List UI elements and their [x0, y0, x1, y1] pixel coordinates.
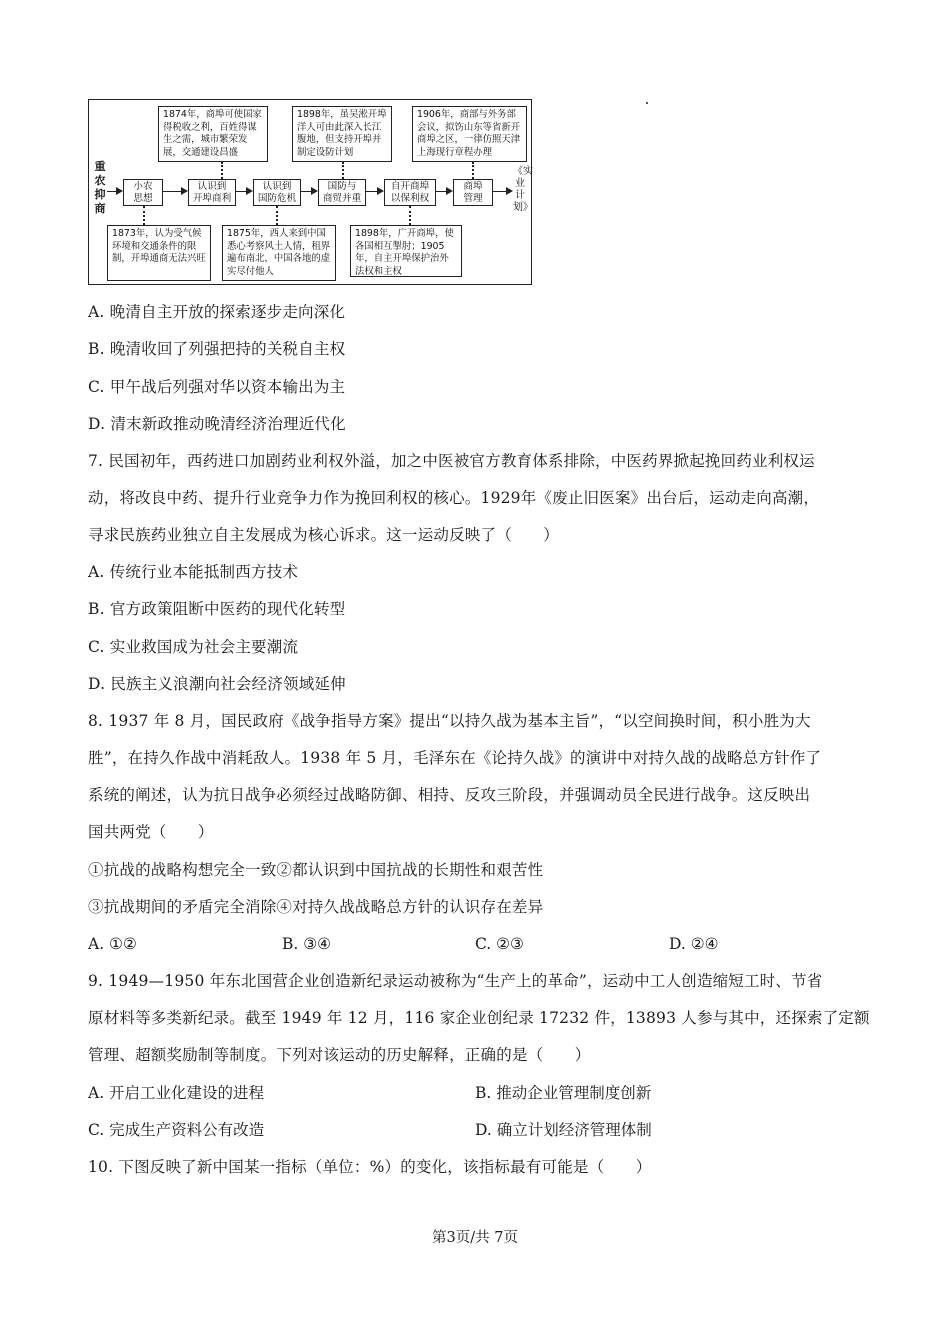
q6-option-b: B. 晚清收回了列强把持的关税自主权 — [88, 340, 346, 358]
connector-top-1 — [221, 162, 223, 179]
node-self-open: 自开商埠 以保利权 — [384, 179, 436, 206]
diagram-right-label: 《实业计划》 — [513, 166, 533, 213]
q6-option-d: D. 清末新政推动晚清经济治理近代化 — [88, 415, 346, 433]
q6-option-c: C. 甲午战后列强对华以资本输出为主 — [88, 378, 346, 396]
arrow-head-4 — [377, 187, 384, 195]
diagram-left-label: 重农抑商 — [94, 160, 106, 215]
arrow-line-6 — [493, 191, 506, 192]
top-note-1874: 1874年，商埠可使国家得税收之利，百姓得谋生之需，城市繁荣发展，交通建设昌盛 — [158, 106, 268, 162]
arrow-head-6 — [506, 187, 513, 195]
q7-option-c: C. 实业救国成为社会主要潮流 — [88, 638, 299, 656]
top-note-1898: 1898年，虽吴淞开埠洋人可由此深入长江腹地，但支持开埠并制定设防计划 — [292, 106, 392, 162]
q8-statements-2: ③抗战期间的矛盾完全消除④对持久战战略总方针的认识存在差异 — [88, 898, 544, 916]
q7-option-a: A. 传统行业本能抵制西方技术 — [88, 563, 299, 581]
bottom-note-1875: 1875年，西人来到中国悉心考察风土人情，租界遍布南北，中国各地的虚实尽付他人 — [222, 225, 336, 281]
q10-stem: 10. 下图反映了新中国某一指标（单位：%）的变化，该指标最有可能是（ ） — [88, 1158, 652, 1176]
q8-stem-line-1: 8. 1937 年 8 月，国民政府《战争指导方案》提出“以持久战为基本主旨”，“以空间换时间，积小胜为大 — [88, 712, 811, 730]
q6-option-a: A. 晚清自主开放的探索逐步走向深化 — [88, 303, 346, 321]
flow-diagram — [88, 99, 532, 285]
q7-option-b: B. 官方政策阻断中医药的现代化转型 — [88, 600, 346, 618]
connector-top-3 — [472, 162, 474, 179]
q8-statements-1: ①抗战的战略构想完全一致②都认识到中国抗战的长期性和艰苦性 — [88, 861, 544, 879]
bottom-note-1898: 1898年，广开商埠，使各国相互掣肘；1905年，自主开埠保护治外法权和主权 — [350, 225, 462, 277]
q8-option-d: D. ②④ — [669, 935, 719, 953]
node-port-benefit: 认识到 开埠商利 — [188, 179, 236, 206]
node-port-management: 商埠 管理 — [453, 179, 493, 206]
node-defense-trade: 国防与 商贸并重 — [318, 179, 366, 206]
arrow-line-2 — [236, 191, 246, 192]
connector-bottom-1 — [143, 206, 145, 225]
q8-stem-line-4: 国共两党（ ） — [88, 823, 214, 841]
q9-stem-line-2: 原材料等多类新纪录。截至 1949 年 12 月，116 家企业创纪录 17232 件，13893 人参与其中，还探索了定额 — [88, 1009, 870, 1027]
q7-stem-line-1: 7. 民国初年，西药进口加剧药业利权外溢，加之中医被官方教育体系排除，中医药界掀起挽回药业利权运 — [88, 452, 815, 470]
arrow-line-0 — [107, 191, 116, 192]
bottom-note-1873: 1873年，认为受气候环境和交通条件的限制，开埠通商无法兴旺 — [107, 225, 211, 281]
arrow-head-3 — [311, 187, 318, 195]
q9-option-d: D. 确立计划经济管理体制 — [475, 1121, 652, 1139]
arrow-head-1 — [181, 187, 188, 195]
node-defense-crisis: 认识到 国防危机 — [253, 179, 301, 206]
q9-stem-line-1: 9. 1949—1950 年东北国营企业创造新纪录运动被称为“生产上的革命”，运动中工人创造缩短工时、节省 — [88, 972, 823, 990]
q8-option-c: C. ②③ — [475, 935, 524, 953]
arrow-line-3 — [301, 191, 311, 192]
top-note-1906: 1906年，商部与外务部会议，拟饬山东等省新开商埠之区，一律仿照天津上海现行章程办理 — [412, 106, 527, 162]
q7-stem-line-3: 寻求民族药业独立自主发展成为核心诉求。这一运动反映了（ ） — [88, 526, 560, 544]
connector-bottom-3 — [409, 206, 411, 225]
q9-option-b: B. 推动企业管理制度创新 — [475, 1084, 652, 1102]
arrow-head-0 — [116, 187, 123, 195]
page-number: 第3页/共 7页 — [432, 1230, 518, 1246]
q7-option-d: D. 民族主义浪潮向社会经济领域延伸 — [88, 675, 346, 693]
q9-option-c: C. 完成生产资料公有改造 — [88, 1121, 265, 1139]
q8-option-b: B. ③④ — [282, 935, 332, 953]
connector-bottom-2 — [276, 206, 278, 225]
q7-stem-line-2: 动，将改良中药、提升行业竞争力作为挽回利权的核心。1929年《废止旧医案》出台后，运动走向高潮， — [88, 489, 820, 507]
q9-option-a: A. 开启工业化建设的进程 — [88, 1084, 265, 1102]
connector-top-2 — [342, 162, 344, 179]
arrow-head-5 — [446, 187, 453, 195]
q8-stem-line-3: 系统的阐述，认为抗日战争必须经过战略防御、相持、反攻三阶段，并强调动员全民进行战争。这反映出 — [88, 786, 811, 804]
q9-stem-line-3: 管理、超额奖励制等制度。下列对该运动的历史解释，正确的是（ ） — [88, 1046, 591, 1064]
q8-option-a: A. ①② — [88, 935, 137, 953]
arrow-line-1 — [163, 191, 181, 192]
arrow-line-4 — [366, 191, 377, 192]
arrow-head-2 — [246, 187, 253, 195]
scan-speck — [646, 102, 648, 104]
node-smallfarmer: 小农 思想 — [123, 179, 163, 206]
arrow-line-5 — [436, 191, 446, 192]
q8-stem-line-2: 胜”，在持久作战中消耗敌人。1938 年 5 月，毛泽东在《论持久战》的演讲中对持久战的战略总方针作了 — [88, 749, 822, 767]
